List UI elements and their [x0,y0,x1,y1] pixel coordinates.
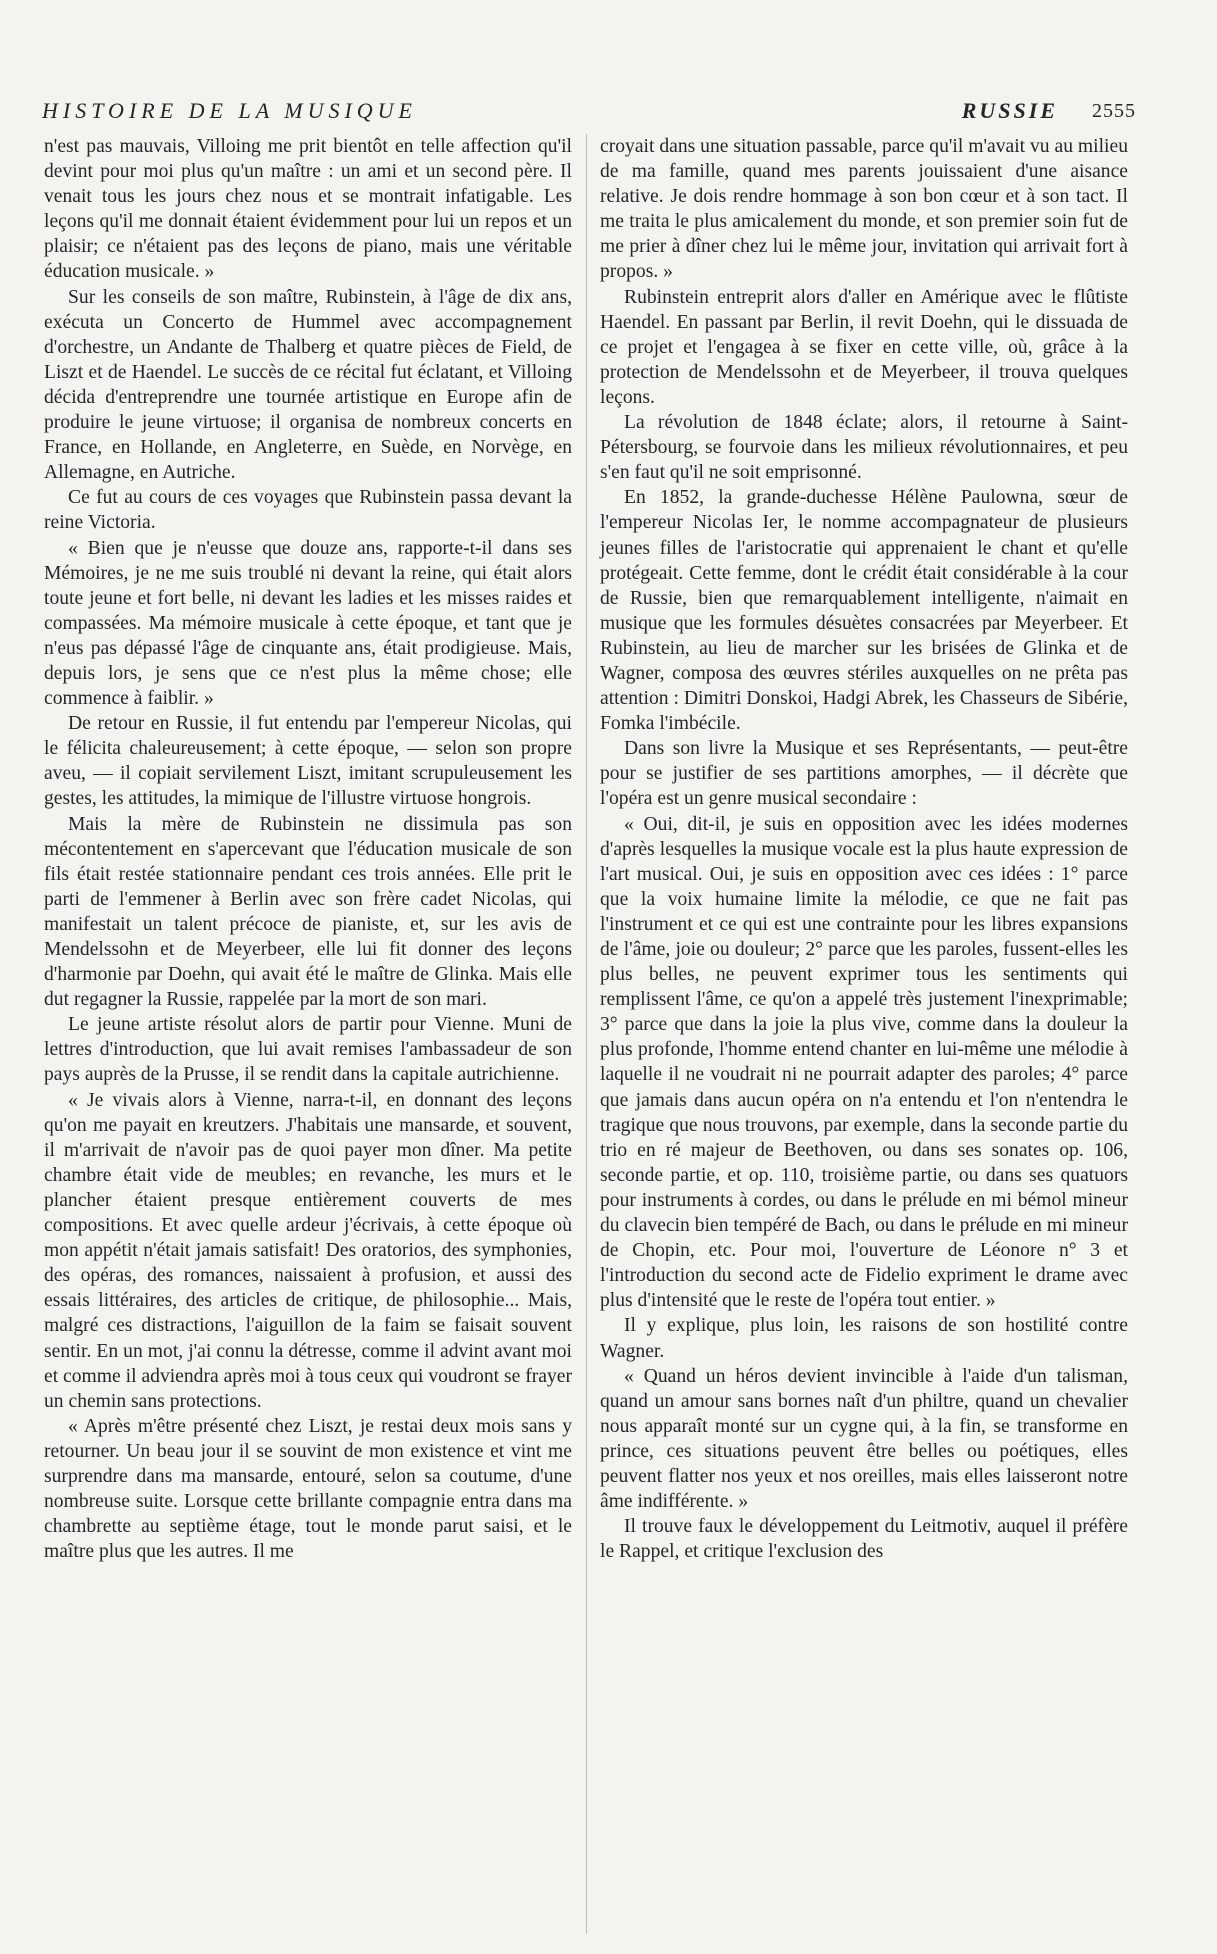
paragraph: Il y explique, plus loin, les raisons de son hostilité contre Wagner. [600,1315,1128,1362]
paragraph: En 1852, la grande-duchesse Hélène Paulowna, sœur de l'empereur Nicolas Ier, le nomme accompagnateur de plusieurs jeunes filles de l'aristocratie qui apprenaient le chant et qu'elle protégeait. Cette femme, dont le crédit était considérable à la cour de Russie, bien que remarquablement intelligente, n'aimait en musique que les formules désuètes consacrées par Meyerbeer. Et Rubinstein, au lieu de marcher sur les brisées de Glinka et de Wagner, composa des œuvres stériles auxquelles on ne prêta pas attention : Dimitri Donskoi, Hadgi Abrek, les Chasseurs de Sibérie, Fomka l'imbécile. [600,487,1128,735]
header-book-title: HISTOIRE DE LA MUSIQUE [42,98,417,123]
paragraph: « Après m'être présenté chez Liszt, je restai deux mois sans y retourner. Un beau jour il se souvint de mon existence et vint me surprendre dans ma mansarde, entouré, selon sa coutume, d'une nombreuse suite. Lorsque cette brillante compagnie entra dans ma chambrette au septième étage, tout le monde parut saisi, et le maître plus que les autres. Il me [44,1415,572,1563]
running-header [42,98,1136,126]
paragraph: Rubinstein entreprit alors d'aller en Amérique avec le flûtiste Haendel. En passant par Berlin, il revit Doehn, qui le dissuada de ce projet et l'engagea à se fixer en cette ville, où, grâce à la protection de Mendelssohn et de Meyerbeer, il trouva quelques leçons. [600,286,1128,408]
paragraph: Le jeune artiste résolut alors de partir pour Vienne. Muni de lettres d'introduction, que lui avait remises l'ambassadeur de son pays auprès de la Prusse, il se rendit dans la capitale autrichienne. [44,1014,572,1086]
right-column [600,134,1128,1564]
paragraph: Sur les conseils de son maître, Rubinstein, à l'âge de dix ans, exécuta un Concerto de Hummel avec accompagnement d'orchestre, un Andante de Thalberg et quatre pièces de Field, de Liszt et de Haendel. Le succès de ce récital fut éclatant, et Villoing décida d'entreprendre une tournée artistique en Europe afin de produire le jeune virtuose; il organisa de nombreux concerts en France, en Hollande, en Angleterre, en Suède, en Norvège, en Allemagne, en Autriche. [44,286,572,484]
paragraph: La révolution de 1848 éclate; alors, il retourne à Saint-Pétersbourg, se fourvoie dans les milieux révolutionnaires, et peu s'en faut qu'il ne soit emprisonné. [600,412,1128,484]
paragraph: « Bien que je n'eusse que douze ans, rapporte-t-il dans ses Mémoires, je ne me suis troublé ni devant la reine, qui était alors toute jeune et fort belle, ni devant les ladies et les misses raides et compassées. Ma mémoire musicale à cette époque, et tant que je n'eus pas dépassé l'âge de cinquante ans, était prodigieuse. Mais, depuis lors, je sens que ce n'est plus la même chose; elle commence à faiblir. » [44,537,572,710]
column-divider [586,134,587,1934]
page-number: 2555 [1092,100,1136,122]
header-section-title: RUSSIE [961,98,1058,123]
paragraph: « Oui, dit-il, je suis en opposition avec les idées modernes d'après lesquelles la musique vocale est la plus haute expression de l'art musical. Oui, je suis en opposition avec ces idées : 1° parce que la voix humaine limite la mélodie, ce que ne fait pas l'instrument et ce qui est une contrainte pour les libres expansions de l'âme, joie ou douleur; 2° parce que les paroles, fussent-elles les plus belles, ne peuvent exprimer tous les sentiments qui remplissent l'âme, ce qu'on a appelé très justement l'inexprimable; 3° parce que dans la joie la plus vive, comme dans la douleur la plus profonde, l'homme entend chanter en lui-même une mélodie à laquelle il ne voudrait ni ne pourrait adapter des paroles; 4° parce que jamais dans aucun opéra on n'a entendu et l'on n'entendra le tragique que nous trouvons, par exemple, dans la seconde partie du trio en ré majeur de Beethoven, ou dans ses sonates op. 106, seconde partie, et op. 110, troisième partie, ou dans ses quatuors pour instruments à cordes, ou dans le prélude en mi bémol mineur du clavecin bien tempéré de Bach, ou dans le prélude en mi mineur de Chopin, etc. Pour moi, l'ouverture de Léonore n° 3 et l'introduction du second acte de Fidelio expriment le drame avec plus d'intensité que le reste de l'opéra tout entier. » [600,813,1128,1312]
left-column [44,134,572,1564]
paragraph: « Quand un héros devient invincible à l'aide d'un talisman, quand un amour sans bornes naît d'un philtre, quand un chevalier nous apparaît monté sur un cygne qui, à la fin, se transforme en prince, ces situations peuvent être belles ou poétiques, elles peuvent flatter nos yeux et nos oreilles, mais elles laisseront notre âme indifférente. » [600,1365,1128,1513]
paragraph: Ce fut au cours de ces voyages que Rubinstein passa devant la reine Victoria. [44,487,572,534]
paragraph: Dans son livre la Musique et ses Représentants, — peut-être pour se justifier de ses partitions amorphes, — il décrète que l'opéra est un genre musical secondaire : [600,738,1128,810]
paragraph: croyait dans une situation passable, parce qu'il m'avait vu au milieu de ma famille, quand mes parents jouissaient d'une aisance relative. Je dois rendre hommage à son bon cœur et à son tact. Il me traita le plus amicalement du monde, et son premier soin fut de me prier à dîner chez lui le même jour, invitation qui arrivait fort à propos. » [600,136,1128,283]
paragraph: « Je vivais alors à Vienne, narra-t-il, en donnant des leçons qu'on me payait en kreutzers. J'habitais une mansarde, et souvent, il m'arrivait de n'avoir pas de quoi payer mon dîner. Ma petite chambre était vide de meubles; en revanche, les murs et le plancher étaient presque entièrement couverts de mes compositions. Et avec quelle ardeur j'écrivais, à cette époque où mon appétit n'était jamais satisfait! Des oratorios, des symphonies, des opéras, des romances, naissaient à profusion, et aussi des essais littéraires, des articles de critique, de philosophie... Mais, malgré ces distractions, l'aiguillon de la faim se faisait souvent sentir. En un mot, j'ai connu la détresse, comme il advint avant moi et comme il adviendra après moi à tous ceux qui voudront se frayer un chemin sans protections. [44,1089,572,1412]
paragraph: Il trouve faux le développement du Leitmotiv, auquel il préfère le Rappel, et critique l'exclusion des [600,1516,1128,1563]
paragraph: De retour en Russie, il fut entendu par l'empereur Nicolas, qui le félicita chaleureusement; à cette époque, — selon son propre aveu, — il copiait servilement Liszt, imitant scrupuleusement les gestes, les attitudes, la mimique de l'illustre virtuose hongrois. [44,713,572,810]
paragraph: Mais la mère de Rubinstein ne dissimula pas son mécontentement en s'apercevant que l'éducation musicale de son fils était restée stationnaire pendant ces trois années. Elle prit le parti de l'emmener à Berlin avec son frère cadet Nicolas, qui manifestait un talent précoce de pianiste, et, sur les avis de Mendelssohn et de Meyerbeer, elle lui fit donner des leçons d'harmonie par Doehn, qui avait été le maître de Glinka. Mais elle dut regagner la Russie, rappelée par la mort de son mari. [44,813,572,1011]
paragraph: n'est pas mauvais, Villoing me prit bientôt en telle affection qu'il devint pour moi plus qu'un maître : un ami et un second père. Il venait tous les jours chez nous et se montrait infatigable. Les leçons qu'il me donnait étaient évidemment pour lui un repos et un plaisir; ce n'étaient pas des leçons de piano, mais une véritable éducation musicale. » [44,136,572,283]
